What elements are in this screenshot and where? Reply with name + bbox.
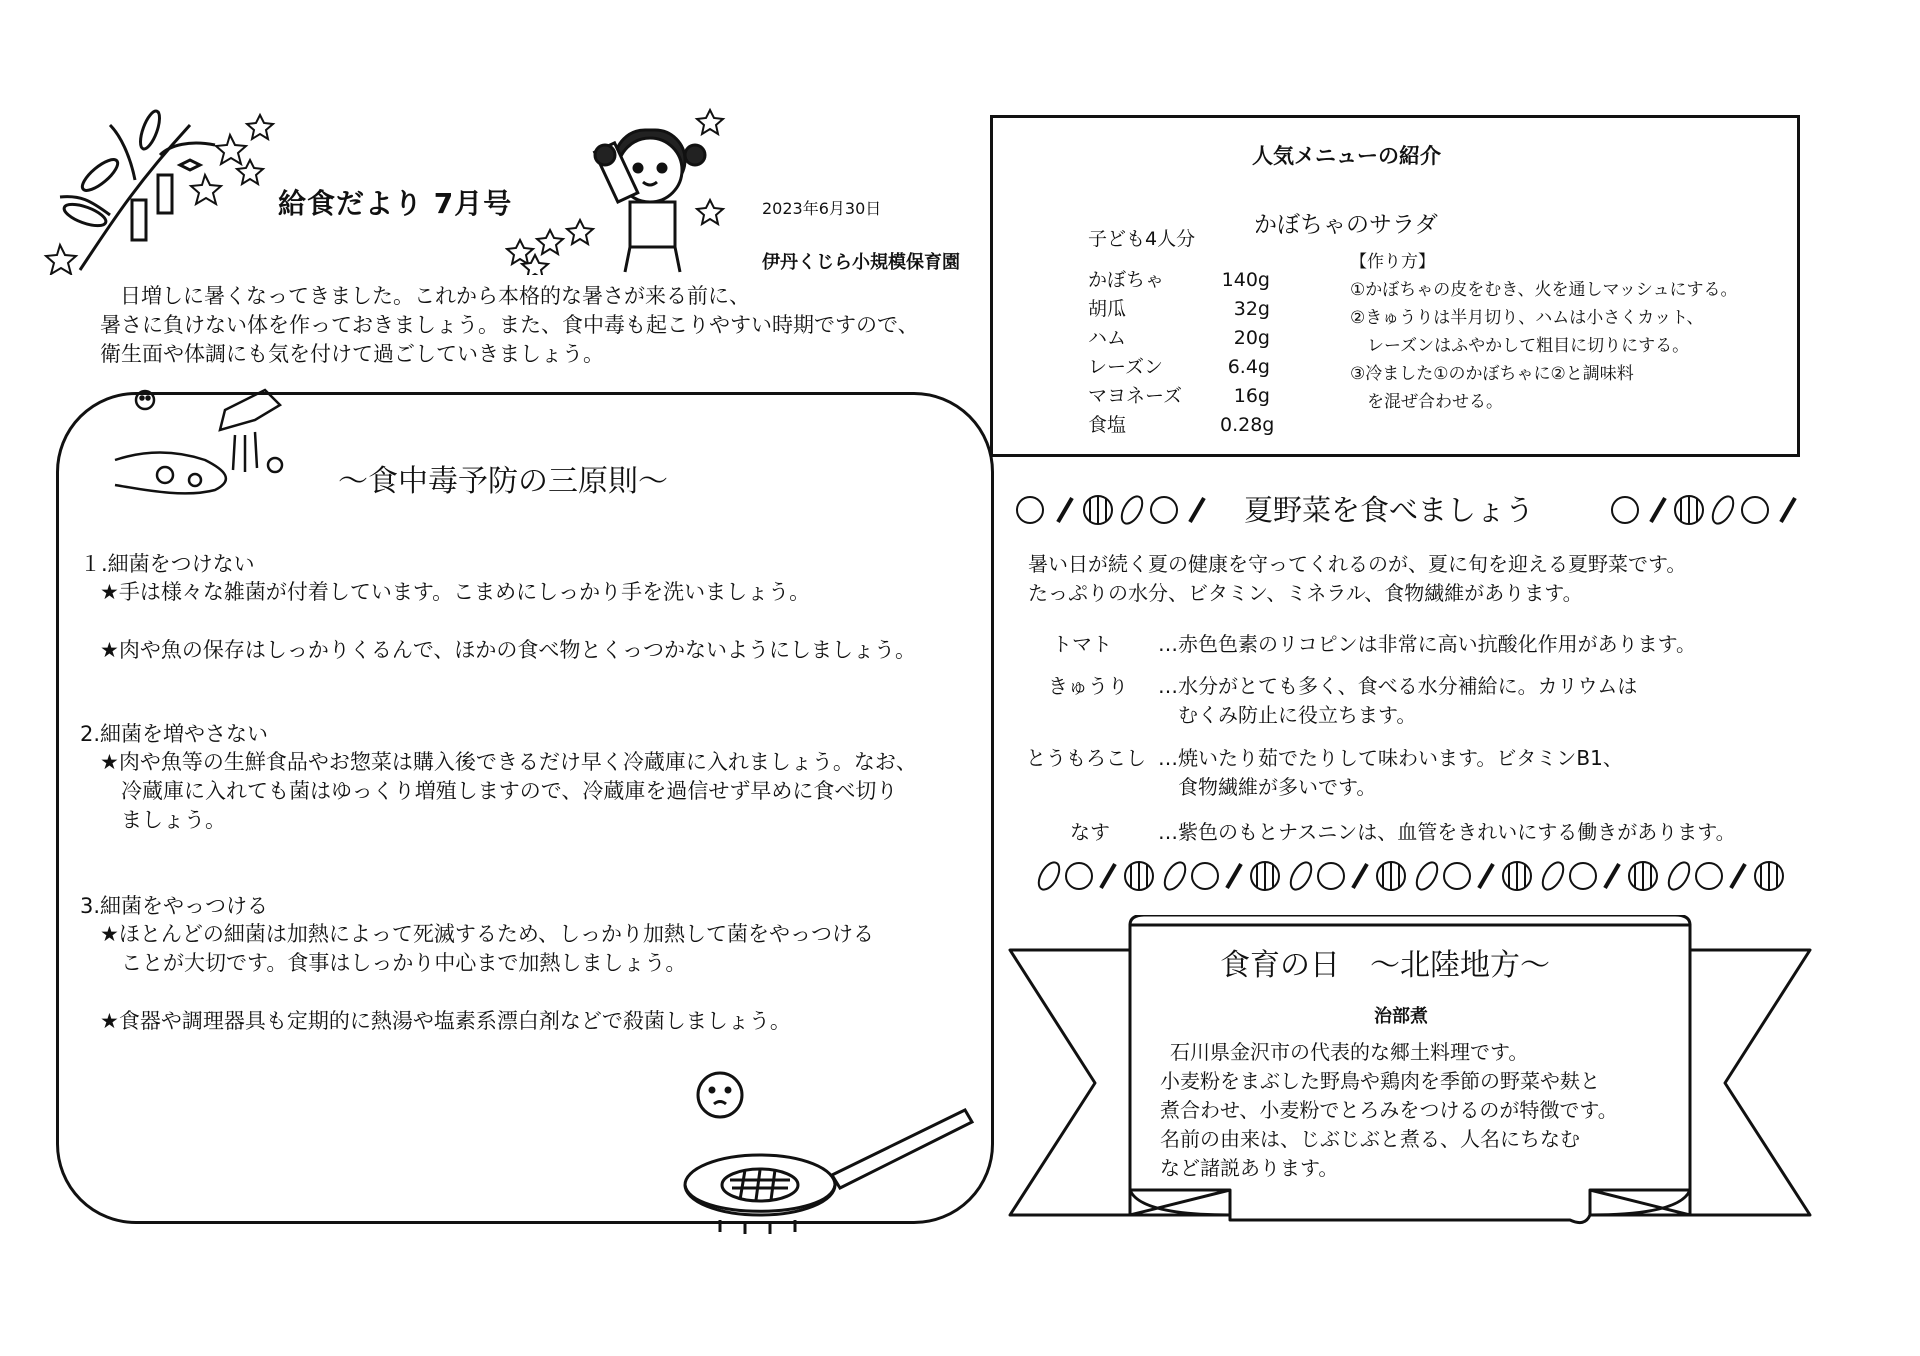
vegetable-border-icon (1010, 492, 1220, 528)
shokuiku-title: 食育の日 ～北陸地方～ (1220, 948, 1550, 983)
veg-name-corn: とうもろこし (1026, 746, 1146, 770)
ingredient-name: かぼちゃ (1088, 269, 1165, 291)
veg-desc-cucumber: むくみ防止に役立ちます。 (1158, 703, 1417, 727)
section-line: ★肉や魚の保存はしっかりくるんで、ほかの食べ物とくっつかないようにしましょう。 (100, 638, 916, 662)
shokuiku-line: 小麦粉をまぶした野鳥や鶏肉を季節の野菜や麸と (1160, 1069, 1600, 1093)
section-heading: 2.細菌を増やさない (80, 722, 269, 746)
food-poisoning-title: ～食中毒予防の三原則～ (338, 464, 668, 499)
recipe-dish-name: かぼちゃのサラダ (1254, 212, 1438, 238)
section-line: ★ほとんどの細菌は加熱によって死滅するため、しっかり加熱して菌をやっつける (100, 922, 874, 946)
ingredient-name: 胡瓜 (1088, 298, 1127, 320)
section-line: ★肉や魚等の生鮮食品やお惣菜は購入後できるだけ早く冷蔵庫に入れましょう。なお、 (100, 750, 917, 774)
ingredient-qty: 16g (1233, 385, 1270, 407)
shokuiku-line: 名前の由来は、じぶじぶと煮る、人名にちなむ (1160, 1127, 1580, 1151)
section-kill (80, 890, 874, 1036)
veg-intro-line: 暑い日が続く夏の健康を守ってくれるのが、夏に旬を迎える夏野菜です。 (1028, 552, 1687, 576)
veg-name-eggplant: なす (1070, 820, 1110, 844)
frying-pan-illustration (680, 1070, 980, 1240)
ingredient-qty: 0.28g (1220, 414, 1275, 436)
veg-desc-eggplant: …紫色のもとナスニンは、血管をきれいにする働きがあります。 (1158, 820, 1736, 844)
veg-desc-corn: …焼いたり茹でたりして味わいます。ビタミンB1、 (1158, 746, 1623, 770)
vegetable-border-icon (1605, 492, 1805, 528)
shokuiku-dish-name: 治部煮 (1374, 1006, 1428, 1027)
veg-desc-corn: 食物繊維が多いです。 (1158, 775, 1377, 799)
section-line: ことが大切です。食事はしっかり中心まで加熱しましょう。 (100, 951, 687, 975)
section-line: ましょう。 (100, 808, 226, 832)
shokuiku-description (1160, 1038, 1618, 1183)
intro-line: 日増しに暑くなってきました。これから本格的な暑さが来る前に、 (120, 284, 750, 308)
section-line (80, 607, 916, 636)
hand-washing-icon (105, 380, 305, 510)
section-heading: 3.細菌をやっつける (80, 894, 269, 918)
veg-desc-tomato: …赤色色素のリコピンは非常に高い抗酸化作用があります。 (1158, 632, 1696, 656)
step-line: ③冷ました①のかぼちゃに②と調味料 (1350, 364, 1634, 384)
veg-intro-line: たっぷりの水分、ビタミン、ミネラル、食物繊維があります。 (1028, 581, 1583, 605)
recipe-servings: 子ども4人分 (1088, 228, 1196, 250)
step-line: ①かぼちゃの皮をむき、火を通しマッシュにする。 (1350, 280, 1738, 300)
summer-veg-title: 夏野菜を食べましょう (1244, 493, 1535, 527)
intro-line: 衛生面や体調にも気を付けて過ごしていきましょう。 (100, 342, 604, 366)
ingredient-qty: 140g (1221, 269, 1270, 291)
ingredient-name: 食塩 (1088, 414, 1127, 436)
section-line: ★食器や調理器具も定期的に熱湯や塩素系漂白剤などで殺菌しましょう。 (100, 1009, 791, 1033)
veg-name-cucumber: きゅうり (1048, 674, 1128, 698)
newsletter-title: 給食だより 7月号 (278, 187, 513, 220)
section-line: 冷蔵庫に入れても菌はゆっくり増殖しますので、冷蔵庫を過信せず早めに食べ切り (100, 779, 898, 803)
summer-veg-intro (1028, 550, 1686, 608)
section-line (80, 978, 874, 1007)
step-line: ②きゅうりは半月切り、ハムは小さくカット、 (1350, 308, 1704, 328)
shokuiku-line: 煮合わせ、小麦粉でとろみをつけるのが特徴です。 (1160, 1098, 1618, 1122)
section-line: ★手は様々な雑菌が付着しています。こまめにしっかり手を洗いましょう。 (100, 580, 811, 604)
ingredient-qty: 32g (1233, 298, 1270, 320)
recipe-steps (1350, 248, 1738, 416)
section-heading: １.細菌をつけない (80, 552, 255, 576)
ingredient-name: レーズン (1088, 356, 1164, 378)
ingredient-qty: 6.4g (1227, 356, 1270, 378)
steps-heading: 【作り方】 (1350, 252, 1435, 272)
ingredient-name: マヨネーズ (1088, 385, 1183, 407)
veg-desc-cucumber: …水分がとても多く、食べる水分補給に。カリウムは (1158, 674, 1638, 698)
veg-name-tomato: トマト (1052, 632, 1112, 656)
issue-date: 2023年6月30日 (762, 199, 882, 218)
school-name: 伊丹くじら小規模保育園 (762, 252, 960, 273)
recipe-section-title: 人気メニューの紹介 (1252, 144, 1441, 168)
shokuiku-line: 石川県金沢市の代表的な郷土料理です。 (1170, 1040, 1529, 1064)
vegetable-border-icon (1035, 858, 1795, 894)
intro-paragraph (100, 282, 980, 369)
ingredient-name: ハム (1088, 327, 1127, 349)
ingredient-qty: 20g (1233, 327, 1270, 349)
step-line: を混ぜ合わせる。 (1350, 392, 1503, 412)
child-tanzaku-illustration (505, 100, 755, 275)
section-dont-attach (80, 548, 916, 665)
shokuiku-line: など諸説あります。 (1160, 1156, 1339, 1180)
tanabata-bamboo-illustration (40, 105, 280, 275)
section-dont-multiply (80, 718, 917, 835)
step-line: レーズンはふやかして粗目に切りにする。 (1350, 336, 1690, 356)
intro-line: 暑さに負けない体を作っておきましょう。また、食中毒も起こりやすい時期ですので、 (100, 313, 919, 337)
